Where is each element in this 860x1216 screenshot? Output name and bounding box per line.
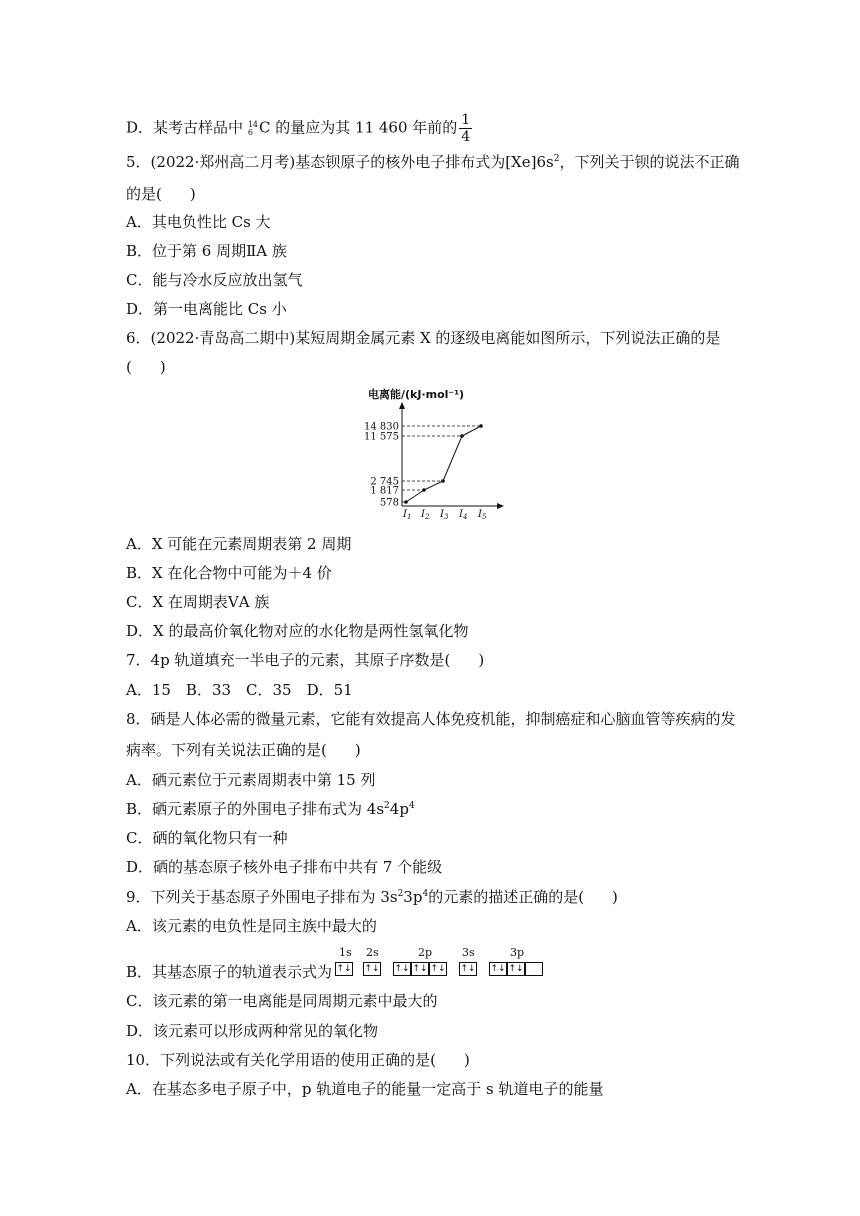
q8-stem2-end: ) — [354, 741, 361, 759]
y-tick-label: 2 745 — [370, 476, 399, 488]
q6-option-a: A．X 可能在元素周期表第 2 周期 — [126, 535, 352, 553]
q8-stem2: 病率。下列有关说法正确的是( — [126, 741, 327, 759]
x-tick-label: $I_4$ — [459, 509, 468, 521]
q5-option-c: C．能与冷水反应放出氢气 — [126, 271, 303, 289]
data-point — [460, 434, 464, 438]
orbital-box-3p-3 — [525, 962, 543, 976]
q5-stem2: 的是( — [126, 185, 162, 203]
q10-option-a: A．在基态多电子原子中，p 轨道电子的能量一定高于 s 轨道电子的能量 — [126, 1080, 604, 1098]
q9-stem-close: ) — [612, 888, 618, 906]
q10-stem-text: 10．下列说法或有关化学用语的使用正确的是( — [126, 1051, 436, 1069]
q10-stem-end: ) — [463, 1051, 470, 1069]
q6-stem-line2 — [126, 357, 166, 377]
q4-option-d — [126, 112, 472, 145]
orbital-box-2p-3: ↑↓ — [430, 964, 446, 974]
orbital-box-3p-1: ↑↓ — [490, 964, 506, 974]
q9-stem-end: 的元素的描述正确的是( — [428, 888, 585, 906]
q8-stem-line2 — [126, 740, 361, 760]
q7-stem-text: 7．4p 轨道填充一半电子的元素，其原子序数是( — [126, 651, 451, 669]
orbital-label-3s: 3s — [462, 946, 475, 959]
x-tick-label: $I_5$ — [478, 509, 487, 521]
q8-option-a: A．硒元素位于元素周期表中第 15 列 — [126, 771, 376, 789]
isotope-number: 6 — [247, 127, 253, 137]
q5-stem1-end: ，下列关于钡的说法不正确 — [559, 153, 740, 171]
q9-stem — [126, 887, 618, 907]
data-point — [441, 479, 445, 483]
orbital-box-3s: ↑↓ — [460, 964, 476, 974]
orbital-box-3p-2: ↑↓ — [508, 964, 524, 974]
chart-ylabel: 电离能/(kJ·mol⁻¹) — [368, 388, 465, 401]
q8-option-c: C．硒的氧化物只有一种 — [126, 829, 288, 847]
q6-option-b: B．X 在化合物中可能为＋4 价 — [126, 564, 332, 582]
q9-sup2: 4 — [422, 889, 429, 899]
series-line — [406, 426, 481, 502]
fraction-numerator: 1 — [461, 112, 471, 128]
q9-option-b: B．其基态原子的轨道表示式为 — [126, 963, 333, 981]
q4d-text: D．某考古样品中 — [126, 118, 244, 137]
q6-option-c: C．X 在周期表ⅤA 族 — [126, 593, 270, 611]
q5-option-d: D．第一电离能比 Cs 小 — [126, 300, 287, 318]
y-tick-label: 578 — [379, 497, 399, 509]
orbital-label-3p: 3p — [510, 946, 525, 959]
q5-option-a: A．其电负性比 Cs 大 — [126, 213, 271, 231]
q8-option-d: D．硒的基态原子核外电子排布中共有 7 个能级 — [126, 858, 443, 876]
q8-b-text: B．硒元素原子的外围电子排布式为 4s — [126, 800, 385, 818]
q9-option-a: A．该元素的电负性是同主族中最大的 — [126, 917, 377, 935]
q5-option-b: B．位于第 6 周期ⅡA 族 — [126, 242, 287, 260]
q10-stem — [126, 1050, 470, 1070]
q8-stem-line1: 8．硒是人体必需的微量元素，它能有效提高人体免疫机能，抑制癌症和心脑血管等疾病的发 — [126, 710, 736, 728]
q4d-after: 的量应为其 11 460 年前的 — [275, 118, 458, 137]
ionization-energy-chart — [358, 384, 508, 524]
orbital-box-2s: ↑↓ — [364, 964, 380, 974]
data-point — [479, 424, 483, 428]
y-tick-label: 11 575 — [364, 431, 399, 443]
q6-stem2: ( — [126, 358, 132, 376]
fraction-denominator: 4 — [461, 129, 471, 145]
isotope-symbol: C — [259, 118, 271, 137]
q8-b-sup1: 2 — [384, 801, 390, 811]
isotope-notation — [248, 121, 258, 137]
orbital-label-2p: 2p — [418, 946, 433, 959]
q7-stem — [126, 650, 484, 670]
orbital-box-2p-1: ↑↓ — [394, 964, 410, 974]
orbital-label-2s: 2s — [366, 946, 379, 959]
q9-sup1: 2 — [397, 889, 404, 899]
data-point — [404, 500, 408, 504]
x-axis-arrow — [497, 503, 504, 509]
q6-stem-line1: 6．(2022·青岛高二期中)某短周期金属元素 X 的逐级电离能如图所示，下列说法正确的是 — [126, 329, 721, 347]
q7-stem-end: ) — [478, 651, 485, 669]
q5-stem-line2 — [126, 184, 196, 204]
q7-options: A．15 B．33 C．35 D．51 — [126, 681, 353, 699]
y-tick-label: 14 830 — [364, 421, 399, 433]
orbital-box-2p-2: ↑↓ — [412, 964, 428, 974]
q9-stem-mid: 3p — [403, 888, 423, 906]
x-tick-label: $I_1$ — [403, 509, 412, 521]
q5-sup: 2 — [553, 154, 560, 164]
q5-stem-line1 — [126, 152, 739, 172]
q8-option-b — [126, 799, 415, 819]
q6-stem2-end: ) — [159, 358, 166, 376]
fraction — [459, 112, 472, 145]
orbital-box-1s: ↑↓ — [336, 964, 352, 974]
q6-option-d: D．X 的最高价氧化物对应的水化物是两性氢氧化物 — [126, 622, 469, 640]
q8-b-mid: 4p — [389, 800, 409, 818]
x-tick-label: $I_3$ — [440, 509, 449, 521]
q8-b-sup2: 4 — [408, 801, 415, 811]
isotope-mass: 14 — [247, 119, 258, 129]
q9-option-d: D．该元素可以形成两种常见的氧化物 — [126, 1022, 379, 1040]
x-tick-label: $I_2$ — [421, 509, 430, 521]
data-point — [422, 488, 426, 492]
q9-option-c: C．该元素的第一电离能是同周期元素中最大的 — [126, 992, 438, 1010]
q9-stem-text: 9．下列关于基态原子外围电子排布为 3s — [126, 888, 398, 906]
y-axis-arrow — [399, 402, 405, 409]
q5-stem2-end: ) — [189, 185, 196, 203]
orbital-label-1s: 1s — [339, 946, 352, 959]
q5-stem1: 5．(2022·郑州高二月考)基态钡原子的核外电子排布式为[Xe]6s — [126, 153, 554, 171]
y-tick-label: 1 817 — [370, 485, 399, 497]
